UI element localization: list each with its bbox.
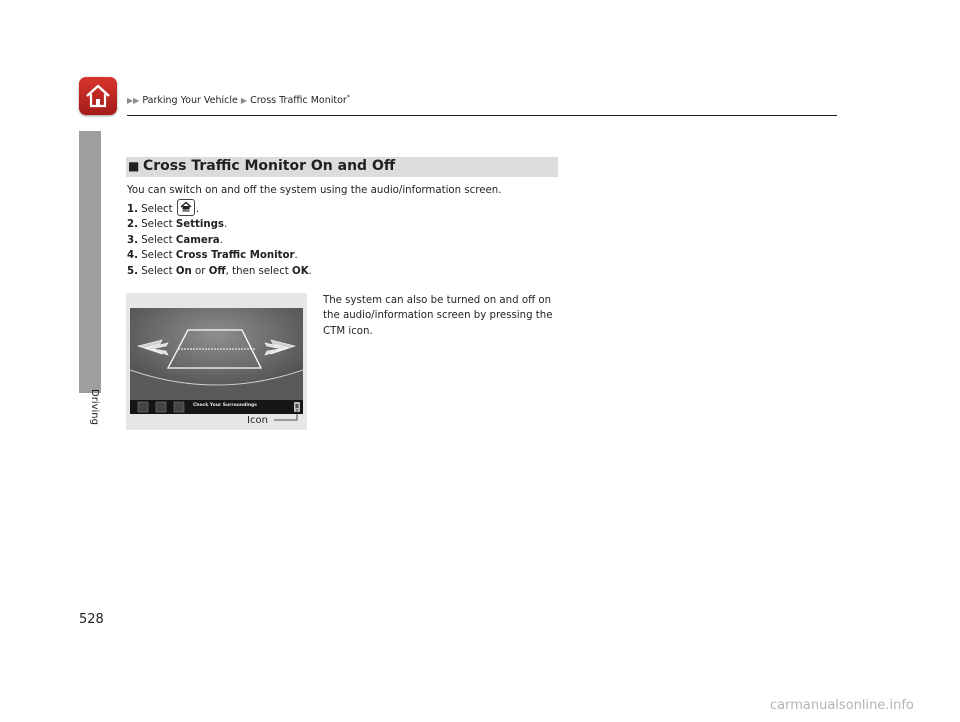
watermark: carmanualsonline.info xyxy=(770,698,914,713)
note-line: CTM icon. xyxy=(323,325,373,337)
instructions xyxy=(127,183,501,280)
section-heading xyxy=(126,157,558,177)
step: 3. Select Camera. xyxy=(127,234,223,246)
section-title: Cross Traffic Monitor On and Off xyxy=(143,158,396,174)
side-note xyxy=(323,293,553,339)
step: 1. Select HOME . xyxy=(127,199,501,218)
camera-screen-figure xyxy=(126,293,307,430)
breadcrumb-item[interactable]: Parking Your Vehicle xyxy=(142,95,238,107)
step: 2. Select Settings. xyxy=(127,219,228,231)
camera-status-bar xyxy=(130,400,303,414)
breadcrumb-arrow-icon: ▶▶ xyxy=(127,96,140,106)
status-message: Check Your Surroundings xyxy=(193,403,257,408)
svg-text:HOME: HOME xyxy=(181,208,190,212)
step: 5. Select On or Off, then select OK. xyxy=(127,265,312,277)
note-line: the audio/information screen by pressing the xyxy=(323,310,553,322)
icon-callout-label: Icon xyxy=(247,415,268,426)
breadcrumb-arrow-icon: ▶ xyxy=(240,96,248,106)
breadcrumb xyxy=(127,94,350,106)
rear-camera-view xyxy=(130,308,303,414)
breadcrumb-item[interactable]: Cross Traffic Monitor xyxy=(250,95,347,107)
square-bullet-icon: ■ xyxy=(128,159,140,173)
step: 4. Select Cross Traffic Monitor. xyxy=(127,250,298,262)
chapter-tab xyxy=(79,131,101,393)
home-icon xyxy=(79,77,117,115)
header-divider xyxy=(127,115,837,116)
ctm-icon[interactable] xyxy=(293,401,301,413)
asterisk: * xyxy=(346,94,350,101)
intro-text: You can switch on and off the system using the audio/information screen. xyxy=(127,185,502,196)
chapter-label: Driving xyxy=(89,389,100,425)
home-button-icon xyxy=(177,199,195,216)
page-number: 528 xyxy=(79,612,104,627)
note-line: The system can also be turned on and off on xyxy=(323,295,552,306)
